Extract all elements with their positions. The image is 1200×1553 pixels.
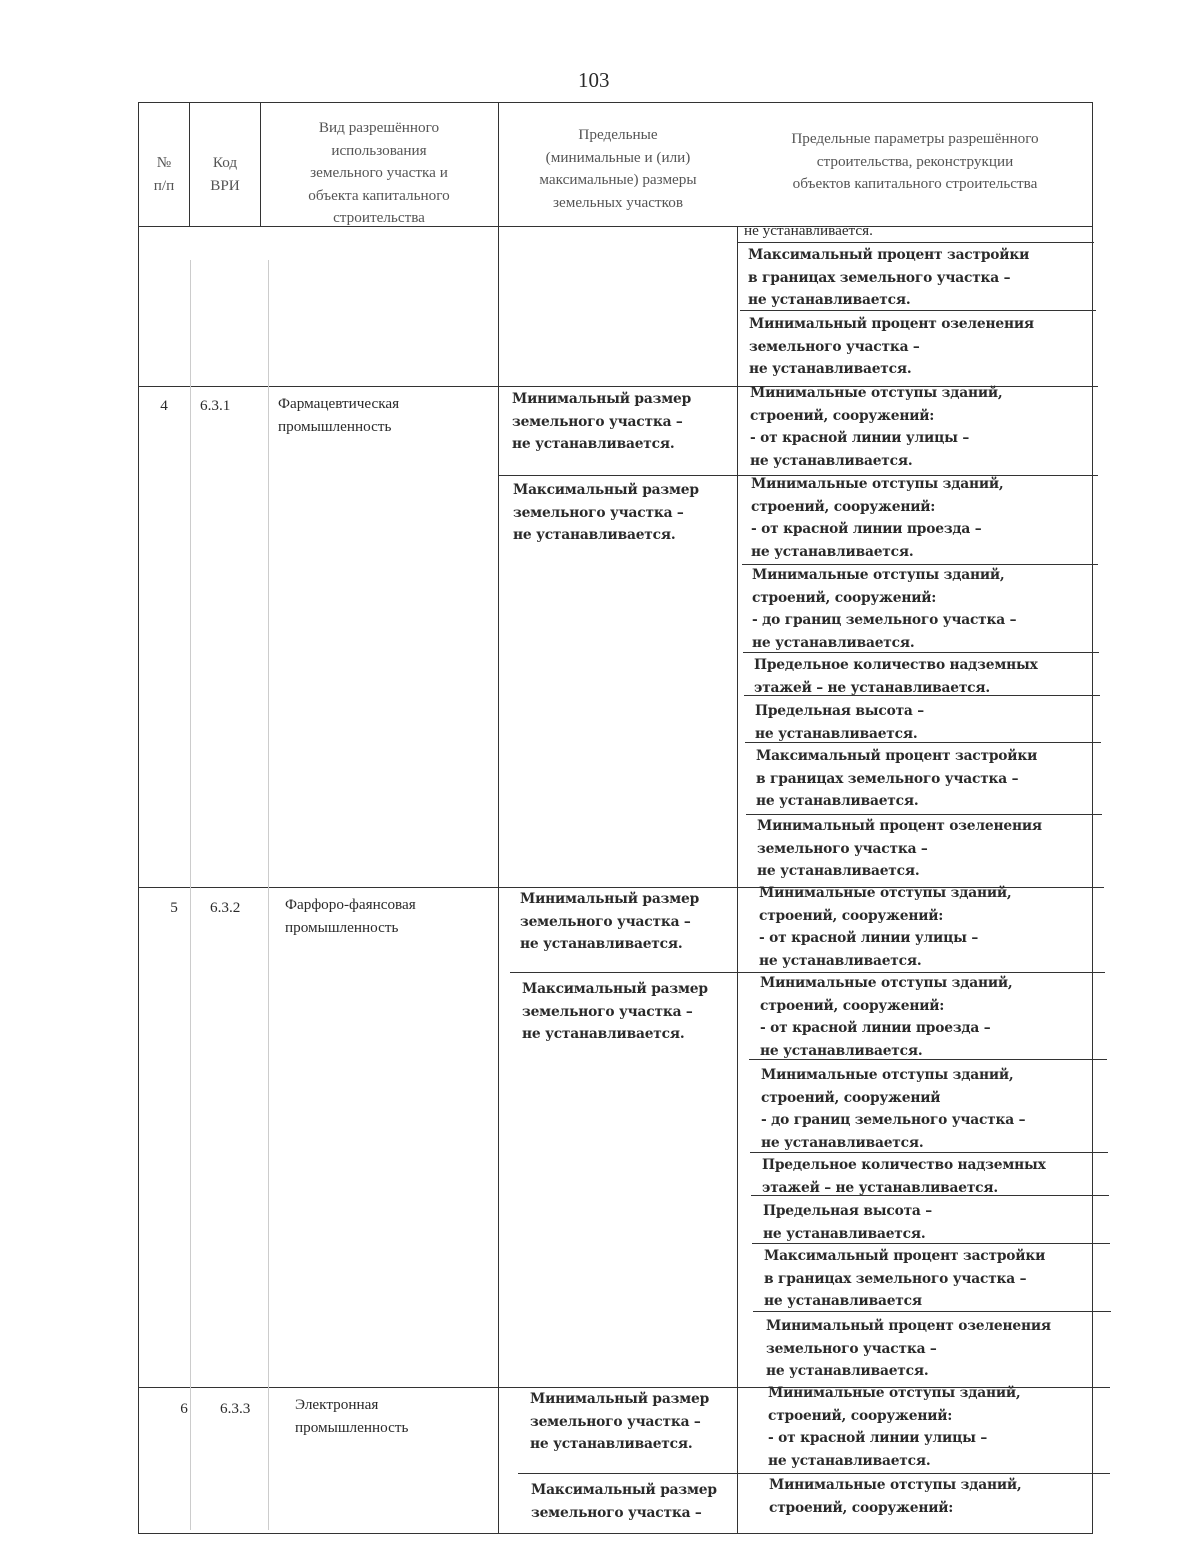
row6-param-1: Минимальные отступы зданий, строений, сооружений: - от красной линии улицы – не устанавливается. [768,1385,1021,1469]
faint-divider [190,260,191,1530]
cont-param-0: не устанавливается. [744,222,873,239]
cont-param-1: Максимальный процент застройки в границах земельного участка – не устанавливается. [748,247,1030,308]
header-code: Код ВРИ [210,154,240,194]
page-number: 103 [578,68,610,92]
header-build-params: Предельные параметры разрешённого строительства, реконструкции объектов капитального строительства [791,130,1039,192]
row4-param-7: Минимальный процент озеленения земельного участка – не устанавливается. [757,818,1042,879]
row5-param-7: Минимальный процент озеленения земельного участка – не устанавливается. [766,1318,1051,1379]
row5-max-size: Максимальный размер земельного участка – не устанавливается. [522,981,708,1042]
col-divider-params [737,226,738,1534]
row5-param-2: Минимальные отступы зданий, строений, сооружений: - от красной линии проезда – не устанавливается. [760,975,1013,1059]
row4-usage-name: Фармацевтическая промышленность [278,395,400,435]
row5-param-5: Предельная высота – не устанавливается. [763,1203,932,1242]
row4-max-size: Максимальный размер земельного участка – не устанавливается. [513,482,699,543]
cont-param-2: Минимальный процент озеленения земельного участка – не устанавливается. [749,316,1034,377]
row5-code: 6.3.2 [210,899,241,916]
row6-usage-name: Электронная промышленность [295,1396,409,1436]
row6-min-size: Минимальный размер земельного участка – не устанавливается. [530,1391,710,1452]
col-divider-size [498,102,499,1534]
row4-num: 4 [160,397,168,414]
row4-min-size: Минимальный размер земельного участка – не устанавливается. [512,391,692,452]
col-divider-type [260,102,261,227]
row6-code: 6.3.3 [220,1400,251,1417]
header-plot-size: Предельные (минимальные и (или) максимальные) размеры земельных участков [539,126,697,211]
faint-divider [268,260,269,1530]
row5-usage-name: Фарфоро-фаянсовая промышленность [285,896,416,936]
row5-param-6: Максимальный процент застройки в границах земельного участка – не устанавливается [764,1248,1046,1309]
row5-param-4: Предельное количество надземных этажей – не устанавливается. [762,1157,1046,1196]
row4-code: 6.3.1 [200,397,231,414]
row5-min-size: Минимальный размер земельного участка – не устанавливается. [520,891,700,952]
row4-param-6: Максимальный процент застройки в границах земельного участка – не устанавливается. [756,748,1038,809]
row5-param-1: Минимальные отступы зданий, строений, сооружений: - от красной линии улицы – не устанавливается. [759,885,1012,969]
row5-num: 5 [170,899,178,916]
row5-param-3: Минимальные отступы зданий, строений, сооружений - до границ земельного участка – не устанавливается. [761,1067,1026,1151]
row6-max-size: Максимальный размер земельного участка – [531,1482,717,1521]
header-num: № п/п [153,154,175,194]
row4-param-2: Минимальные отступы зданий, строений, сооружений: - от красной линии проезда – не устанавливается. [751,476,1004,560]
header-usage-type: Вид разрешённого использования земельного участка и объекта капитального строительства [308,119,450,226]
row4-param-1: Минимальные отступы зданий, строений, сооружений: - от красной линии улицы – не устанавливается. [750,385,1003,469]
row6-param-2: Минимальные отступы зданий, строений, сооружений: [769,1477,1022,1516]
row6-num: 6 [180,1400,188,1417]
row4-param-4: Предельное количество надземных этажей – не устанавливается. [754,657,1038,696]
row4-param-5: Предельная высота – не устанавливается. [755,703,924,742]
row4-param-3: Минимальные отступы зданий, строений, сооружений: - до границ земельного участка – не устанавливается. [752,567,1017,651]
